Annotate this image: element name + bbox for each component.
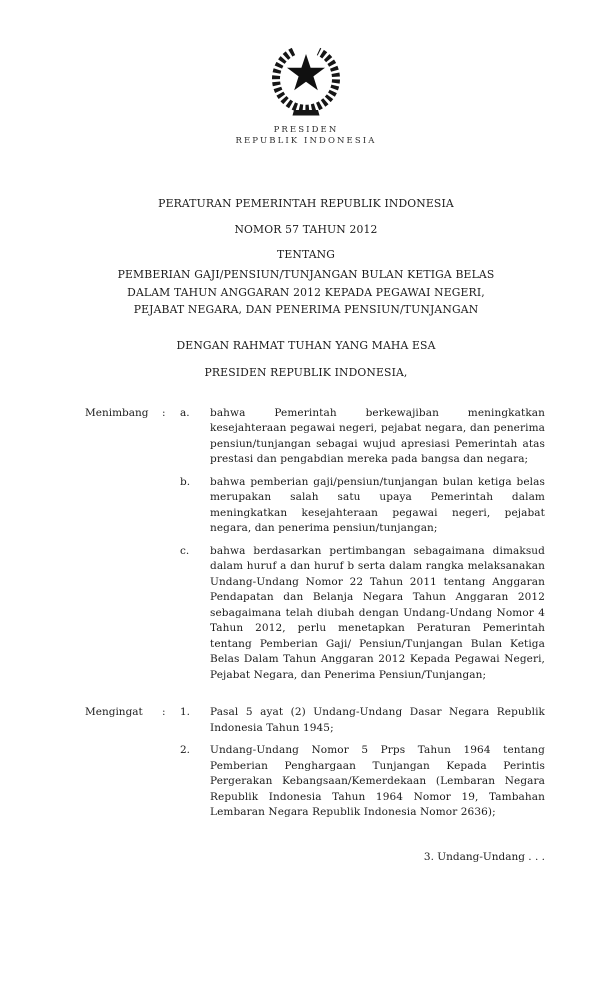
legal-basis-item-text: Undang-Undang Nomor 5 Prps Tahun 1964 tentang Pemberian Penghargaan Tunjangan Kepada Perintis Pergerakan Kebangsaan/Kemerdekaan (Lembaran Negara Republik Indonesia Tahun 1964 Nomor 19, Tambahan Lembaran Negara Republik Indonesia Nomor 2636);	[210, 744, 545, 818]
consideration-item-text: bahwa pemberian gaji/pensiun/tunjangan bulan ketiga belas merupakan salah satu upaya Pemerintah dalam meningkatkan kesejahteraan pegawai negeri, pejabat negara, dan penerima pensiun/tunjangan;	[210, 475, 545, 534]
mengingat-section	[85, 705, 545, 821]
consideration-item-marker: a.	[180, 406, 190, 419]
letterhead-republik-label: REPUBLIK INDONESIA	[235, 136, 377, 146]
consideration-item-marker: b.	[180, 475, 191, 488]
consideration-item-marker: c.	[180, 544, 190, 557]
invocation-line: DENGAN RAHMAT TUHAN YANG MAHA ESA	[176, 338, 436, 352]
consideration-item-text: bahwa berdasarkan pertimbangan sebagaimana dimaksud dalam huruf a dan huruf b serta dalam rangka melaksanakan Undang-Undang Nomor 22 Tahun 2011 tentang Anggaran Pendapatan dan Belanja Negara Tahun Anggaran 2012 sebagaimana telah diubah dengan Undang-Undang Nomor 4 Tahun 2012, perlu menetapkan Peraturan Pemerintah tentang Pemberian Gaji/ Pensiun/Tunjangan Bulan Ketiga Belas Dalam Tahun Anggaran 2012 Kepada Pegawai Negeri, Pejabat Negara, dan Penerima Pensiun/Tunjangan;	[210, 544, 545, 681]
tentang-label: TENTANG	[276, 248, 336, 261]
authority-line: PRESIDEN REPUBLIK INDONESIA,	[204, 365, 408, 379]
page-continuation-note: 3. Undang-Undang . . .	[423, 850, 545, 863]
letterhead	[0, 38, 612, 147]
legal-basis-item-marker: 2.	[180, 744, 191, 756]
section-colon: :	[162, 406, 166, 419]
section-label: Menimbang	[85, 406, 149, 419]
consideration-item-text: bahwa Pemerintah berkewajiban meningkatkan kesejahteraan pegawai negeri, pejabat negara, dan penerima pensiun/tunjangan sebagai wujud apresiasi Pemerintah atas prestasi dan pengabdian mereka pada bangsa dan negara;	[210, 406, 545, 465]
star-shape	[287, 54, 325, 90]
heading-block	[0, 197, 612, 379]
subject-line: PEJABAT NEGARA, DAN PENERIMA PENSIUN/TUNJANGAN	[133, 303, 479, 316]
section-label: Mengingat	[85, 706, 143, 718]
menimbang-section	[85, 406, 545, 684]
presidential-emblem-icon	[263, 38, 349, 118]
body-block	[0, 406, 612, 821]
subject-line: PEMBERIAN GAJI/PENSIUN/TUNJANGAN BULAN KETIGA BELAS	[117, 268, 495, 281]
regulation-title: PERATURAN PEMERINTAH REPUBLIK INDONESIA	[158, 197, 454, 210]
section-colon: :	[162, 706, 166, 718]
subject-line: DALAM TAHUN ANGGARAN 2012 KEPADA PEGAWAI NEGERI,	[127, 285, 485, 299]
ribbon-shape	[293, 110, 320, 116]
legal-basis-item-marker: 1.	[180, 706, 191, 718]
legal-basis-item-text: Pasal 5 ayat (2) Undang-Undang Dasar Negara Republik Indonesia Tahun 1945;	[210, 706, 545, 734]
regulation-number: NOMOR 57 TAHUN 2012	[234, 223, 378, 236]
letterhead-presiden-label: PRESIDEN	[273, 125, 339, 135]
